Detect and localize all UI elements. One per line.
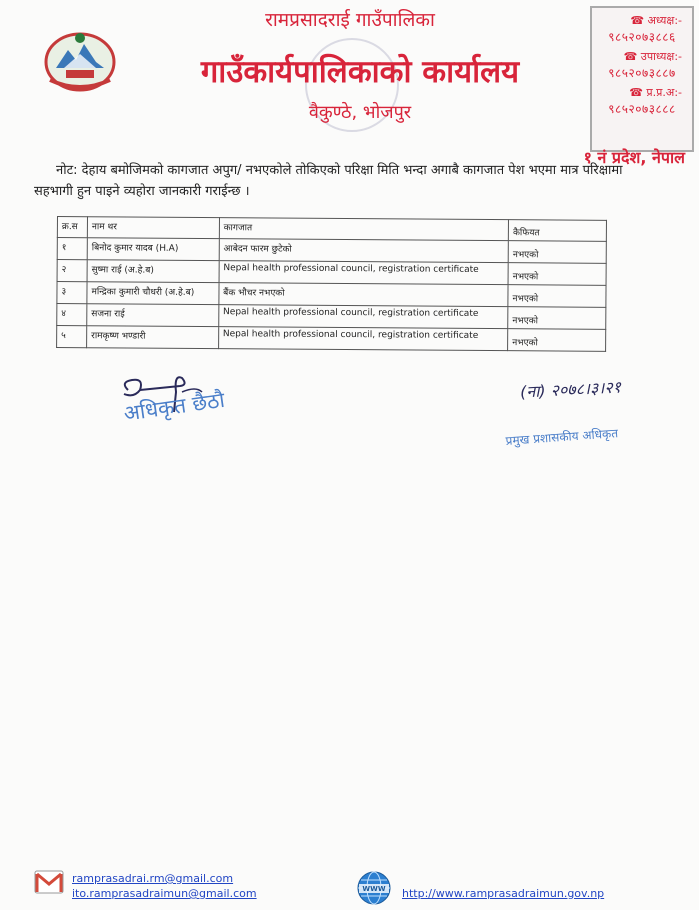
- contact-box: [590, 6, 694, 152]
- table-cell: नभएको: [508, 329, 606, 352]
- table-cell: २: [57, 260, 87, 282]
- contact-number-chair: ९८५२०७३८८६: [608, 30, 676, 44]
- office-header-line1: रामप्रसादराई गाउँपालिका: [265, 9, 435, 31]
- table-cell: ३: [57, 282, 87, 304]
- mail-icon: [34, 868, 64, 896]
- right-signature-date: (ना) २०७८।३।२१: [519, 377, 622, 402]
- table-cell: १: [57, 238, 87, 260]
- table-header-cell: क्र.स: [57, 217, 87, 238]
- left-signature-label: अधिकृत छैठौ: [122, 387, 227, 426]
- table-row: [57, 326, 606, 352]
- table-header-cell: कैफियत: [508, 220, 606, 242]
- table-cell: ५: [57, 326, 87, 348]
- table-cell: नभएको: [508, 307, 606, 330]
- email-link-2[interactable]: ito.ramprasadraimun@gmail.com: [72, 887, 257, 900]
- svg-text:WWW: WWW: [362, 885, 386, 893]
- contact-number-cao: ९८५२०७३८८८: [608, 102, 676, 116]
- contact-number-vice-chair: ९८५२०७३८८७: [608, 66, 676, 80]
- table-cell: नभएको: [508, 263, 606, 286]
- table-cell: सजना राई: [87, 304, 219, 327]
- table-header-cell: नाम थर: [87, 217, 219, 239]
- right-signature-label: प्रमुख प्रशासकीय अधिकृत: [505, 426, 619, 448]
- table-cell: बिनोद कुमार यादब (H.A): [87, 238, 219, 261]
- document-table: [56, 216, 607, 360]
- website-link[interactable]: http://www.ramprasadraimun.gov.np: [402, 887, 605, 900]
- table-cell: ४: [57, 304, 87, 326]
- table-cell: बैंक भौचर नभएको: [219, 283, 509, 307]
- table-cell: नभएको: [508, 241, 606, 264]
- contact-label-cao: ☎ प्र.प्र.अ:-: [629, 86, 682, 99]
- office-header-title: गाउँकार्यपालिकाको कार्यालय: [200, 54, 520, 90]
- table-cell: मन्द्रिका कुमारी चौधरी (अ.हे.ब): [87, 282, 219, 305]
- table-cell: नभएको: [508, 285, 606, 308]
- notice-text: नोट: देहाय बमोजिमको कागजात अपुग/ नभएकोले तोकिएको परिक्षा मिति भन्दा अगाबै कागजात पेश भएमा मात्र परिक्षामा सहभागी हुन पाइने व्यहोरा जानकारी गराईन्छ ।: [34, 163, 623, 199]
- table-cell: रामकृष्ण भण्डारी: [87, 326, 219, 349]
- table-cell: सुष्मा राई (अ.हे.ब): [87, 260, 219, 283]
- contact-label-chair: ☎ अध्यक्ष:-: [630, 14, 682, 27]
- www-globe-icon: [356, 870, 392, 906]
- email-link-1[interactable]: ramprasadrai.rm@gmail.com: [72, 872, 234, 885]
- contact-label-vice-chair: ☎ उपाध्यक्ष:-: [623, 50, 682, 63]
- emblem-logo-icon: [40, 24, 120, 96]
- table-cell: Nepal health professional council, registration certificate: [218, 327, 508, 351]
- right-signature: [500, 362, 640, 422]
- table-cell: आबेदन फारम छुटेको: [219, 239, 509, 263]
- table-cell: Nepal health professional council, registration certificate: [218, 305, 508, 329]
- table-header-cell: कागजात: [219, 218, 509, 241]
- table-cell: Nepal health professional council, registration certificate: [219, 261, 509, 285]
- province-label: १ नं प्रदेश, नेपाल: [583, 148, 685, 167]
- office-header-address: वैकुण्ठे, भोजपुर: [308, 102, 412, 123]
